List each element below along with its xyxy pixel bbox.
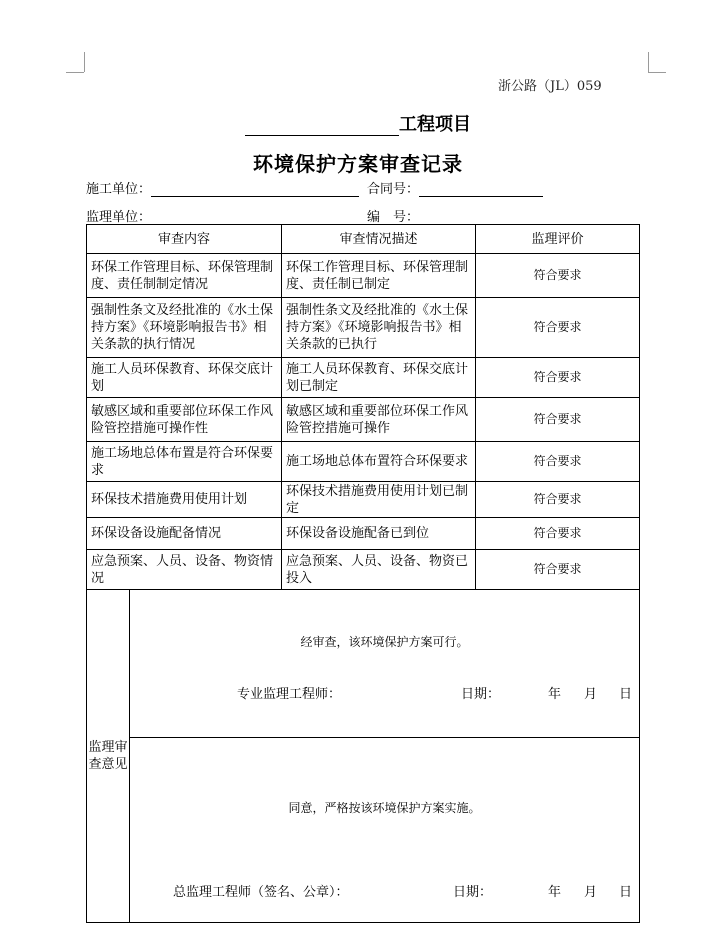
row-evaluation: 符合要求 <box>476 442 640 482</box>
day-label-chief: 日 <box>619 885 633 900</box>
contract-no-field[interactable] <box>419 182 543 197</box>
day-label-professional: 日 <box>619 687 633 702</box>
row-description: 敏感区域和重要部位环保工作风险管控措施可操作 <box>282 398 476 442</box>
header-review-description: 审查情况描述 <box>282 225 476 254</box>
opinion-row-2 <box>87 738 640 923</box>
row-content: 环保工作管理目标、环保管理制度、责任制制定情况 <box>87 254 282 298</box>
table-row <box>87 298 640 358</box>
month-label-chief: 月 <box>584 885 598 900</box>
document-number: 浙公路（JL）059 <box>498 79 602 94</box>
table-row <box>87 518 640 550</box>
row-description: 施工场地总体布置符合环保要求 <box>282 442 476 482</box>
contract-no-label: 合同号： <box>367 182 420 197</box>
row-content: 施工场地总体布置是符合环保要求 <box>87 442 282 482</box>
year-label-professional: 年 <box>548 687 562 702</box>
table-row <box>87 398 640 442</box>
row-description: 环保设备设施配备已到位 <box>282 518 476 550</box>
row-description: 环保工作管理目标、环保管理制度、责任制已制定 <box>282 254 476 298</box>
supervision-unit-field[interactable] <box>151 210 359 225</box>
row-evaluation: 符合要求 <box>476 482 640 518</box>
opinion-section-chief <box>130 738 640 923</box>
opinion-text-chief: 同意，严格按该环境保护方案实施。 <box>288 801 481 815</box>
table-header-row <box>87 225 640 254</box>
row-evaluation: 符合要求 <box>476 358 640 398</box>
row-content: 应急预案、人员、设备、物资情况 <box>87 550 282 590</box>
date-label-chief: 日期： <box>453 885 493 900</box>
date-label-professional: 日期： <box>461 687 501 702</box>
opinion-row-1 <box>87 590 640 738</box>
supervision-unit-label: 监理单位： <box>86 210 152 225</box>
row-content: 敏感区域和重要部位环保工作风险管控措施可操作性 <box>87 398 282 442</box>
row-content: 强制性条文及经批准的《水土保持方案》《环境影响报告书》相关条款的执行情况 <box>87 298 282 358</box>
table-row <box>87 254 640 298</box>
row-evaluation: 符合要求 <box>476 518 640 550</box>
row-content: 环保设备设施配备情况 <box>87 518 282 550</box>
table-row <box>87 482 640 518</box>
row-content: 环保技术措施费用使用计划 <box>87 482 282 518</box>
review-table <box>86 224 640 923</box>
opinion-text-professional: 经审查，该环境保护方案可行。 <box>300 635 469 649</box>
row-evaluation: 符合要求 <box>476 254 640 298</box>
table-row <box>87 358 640 398</box>
construction-unit-label: 施工单位： <box>86 182 152 197</box>
serial-no-label: 编 号： <box>367 210 420 225</box>
project-label: 工程项目 <box>399 114 471 135</box>
table-row <box>87 550 640 590</box>
opinion-section-professional <box>130 590 640 738</box>
project-name-blank[interactable] <box>245 115 399 136</box>
row-description: 环保技术措施费用使用计划已制定 <box>282 482 476 518</box>
row-description: 施工人员环保教育、环保交底计划已制定 <box>282 358 476 398</box>
year-label-chief: 年 <box>548 885 562 900</box>
row-description: 强制性条文及经批准的《水土保持方案》《环境影响报告书》相关条款的已执行 <box>282 298 476 358</box>
supervision-unit-row <box>86 206 543 225</box>
row-evaluation: 符合要求 <box>476 298 640 358</box>
construction-unit-field[interactable] <box>151 182 359 197</box>
chief-engineer-label: 总监理工程师（签名、公章）： <box>173 885 349 900</box>
opinion-label: 监理审查意见 <box>87 590 130 923</box>
document-title: 环境保护方案审查记录 <box>253 152 463 176</box>
professional-engineer-label: 专业监理工程师： <box>237 687 342 702</box>
serial-no-field[interactable] <box>419 210 543 225</box>
month-label-professional: 月 <box>584 687 598 702</box>
header-supervision-evaluation: 监理评价 <box>476 225 640 254</box>
header-review-content: 审查内容 <box>87 225 282 254</box>
row-description: 应急预案、人员、设备、物资已投入 <box>282 550 476 590</box>
project-heading <box>0 110 716 136</box>
row-evaluation: 符合要求 <box>476 550 640 590</box>
table-row <box>87 442 640 482</box>
row-evaluation: 符合要求 <box>476 398 640 442</box>
row-content: 施工人员环保教育、环保交底计划 <box>87 358 282 398</box>
construction-unit-row <box>86 178 543 197</box>
